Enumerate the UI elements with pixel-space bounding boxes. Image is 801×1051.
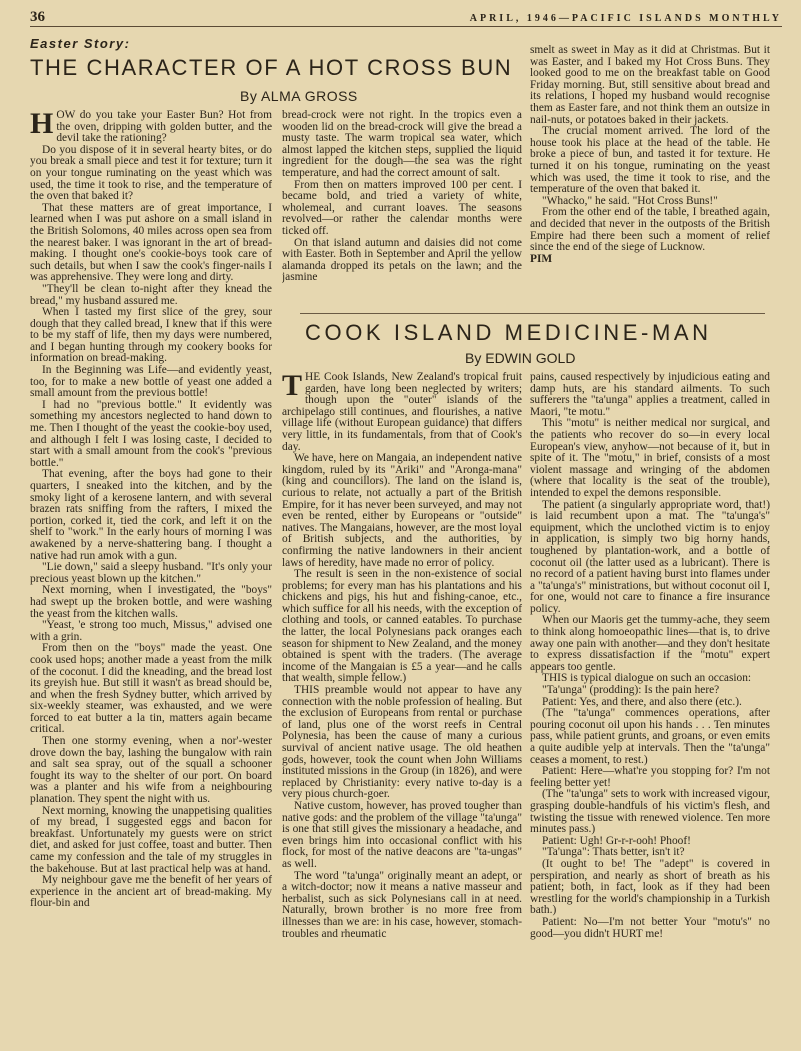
paragraph: When I tasted my first slice of the grey, sour dough that they called bread, I knew that if this were to be my staff of life, then my days were numbered, and I began hunting through my cookery books for information on bread-making. (30, 306, 272, 365)
story2-column-2 (282, 372, 522, 1048)
paragraph: bread-crock were not right. In the tropics even a wooden lid on the bread-crock will give the bread a musty taste. The warm tropical sea water, which almost lapped the kitchen steps, supplied the liquid ingredient for the dough—the sea was the right temperature, and had the correct amount of salt. (282, 110, 522, 179)
paragraph: THIS preamble would not appear to have any connection with the noble profession of healing. But the exclusion of Europeans from rental or purchase of land, plus one of the worst reefs in Central Polynesia, has been the cause of many a curious survival of ancient native usage. The old heathen gods, however, took the count when John Williams instituted missions in the Group (in 1826), and were replaced by Christianity: every native to-day is a very pious church-goer. (282, 684, 522, 801)
paragraph: The result is seen in the non-existence of social problems; for every man has his plantations and his chickens and pigs, his hut and fishing-canoe, etc., which suffice for all his needs, with the exception of clothing and tools, or canned eatables. To purchase the latter, the local Polynesians pack oranges each season for shipment to New Zealand, and the money obtained is spent with the traders. (The average income of the Mangaian is £5 a year—and he calls that wealth, simple fellow.) (282, 568, 522, 685)
story1-column-3 (530, 45, 770, 310)
paragraph: smelt as sweet in May as it did at Christmas. But it was Easter, and I baked my Hot Cross Buns. They looked good to me on the breakfast table on Good Friday morning. But, still sensitive about bread and its relations, I hoped my husband would recognise them as Easter fare, and not think them an outsize in nail-nuts, or potatoes baked in their jackets. (530, 45, 770, 126)
paragraph: Patient: No—I'm not better Your "motu's" no good—you didn't HURT me! (530, 915, 770, 940)
paragraph: From the other end of the table, I breathed again, and decided that never in the outposts of the British Empire had there been such a moment of relief since the end of the siege of Lucknow. (530, 206, 770, 254)
paragraph: (It ought to be! The "adept" is covered in perspiration, and nearly as short of breath as his patient; both, in fact, look as if they had been wrestling for the world's championship in a Turkish bath.) (530, 857, 770, 917)
drop-cap: T (282, 372, 303, 402)
paragraph: In the Beginning was Life—and evidently yeast, too, for to make a new bottle of yeast one added a small amount from the previous bottle! (30, 364, 272, 400)
story2-title: COOK ISLAND MEDICINE-MAN (305, 320, 712, 345)
paragraph: The word "ta'unga" originally meant an adept, or a witch-doctor; now it means a native masseur and herbalist, such as sick Polynesians call in at need. Naturally, brown brother is no more free from illnesses than we are: in his case, however, stomach-troubles and rheumatic (282, 869, 522, 940)
paragraph: We have, here on Mangaia, an independent native kingdom, ruled by its "Ariki" and "Aronga-mana" (king and councillors). The land on the island is, curious to relate, not actually a part of the British Empire, for it has never been surveyed, and may not even be rented, either by Europeans or "outside" natives. The Mangaians, however, are the most loyal of British subjects, and the authorities, by confirming the native landowners in their ancient laws of heredity, have made no error of policy. (282, 452, 522, 569)
paragraph: My neighbour gave me the benefit of her years of experience in the ancient art of bread-making. My flour-bin and (30, 874, 272, 910)
paragraph: That these matters are of great importance, I learned when I was put ashore on a small island in the British Solomons, 40 miles across open sea from the nearest baker. I was ignorant in the art of bread-making. I thought one's cookie-boys took care of such details, but when I saw the cook's finger-nails I was apprehensive. They were long and dirty. (30, 201, 272, 284)
story1-column-1 (30, 110, 272, 1048)
paragraph: The patient (a singularly appropriate word, that!) is laid recumbent upon a mat. The "ta'unga's" equipment, which the unclothed victim is to enjoy in application, is simply two big horny hands, toughened by plantation-work, and a bottle of coconut oil (the latter used as a lubricant). There is no record of a patient having burst into flames under a "ta'unga's" ministrations, but without coconut oil I, for one, would not care to finance a fire insurance policy. (530, 498, 770, 615)
story-label: Easter Story: (30, 36, 131, 51)
paragraph: From then on the "boys" made the yeast. One cook used hops; another made a yeast from the milk of the coconut. I did the kneading, and the bread lost its greyish hue. But still it wasn't as bread should be, and when the fresh Sydney butter, which arrived by six-weekly steamer, was exhausted, and we were forced to eat butter a la tin, matters again became critical. (30, 642, 272, 736)
paragraph: pains, caused respectively by injudicious eating and damp huts, are his standard ailments. To such sufferers the "ta'unga" applies a treatment, called in Maori, "te motu." (530, 372, 770, 418)
paragraph: (The "ta'unga" commences operations, after pouring coconut oil upon his hands . . . Ten minutes pass, while patient grunts, and groans, or even emits a quite audible yelp at intervals. Then the "ta'unga" ceases a moment, to rest.) (530, 707, 770, 766)
paragraph: HE Cook Islands, New Zealand's tropical fruit garden, have long been neglected by writers; though upon the "outer" islands of the archipelago still continues, and flourishes, a native village life (without European guidance) that differs very little, in its fundamentals, from that of Cook's day. (282, 372, 522, 453)
drop-cap: H (30, 110, 54, 140)
running-head (30, 6, 782, 27)
paragraph: "They'll be clean to-night after they knead the bread," my husband assured me. (30, 282, 272, 307)
paragraph: "Ta'unga" (prodding): Is the pain here? (542, 684, 720, 697)
paragraph: The crucial moment arrived. The lord of the house took his place at the head of the table. He broke a piece of bun, and tasted it for texture. He turned it on his tongue, ruminating on the yeast which was used, the time it took to rise, and the temperature of the oven that baked it. (530, 125, 770, 196)
story2-byline: By EDWIN GOLD (465, 350, 576, 366)
story2-column-3 (530, 372, 770, 1048)
paragraph: "Yeast, 'e strong too much, Missus," advised one with a grin. (30, 619, 272, 643)
masthead: APRIL, 1946—PACIFIC ISLANDS MONTHLY (469, 13, 782, 24)
paragraph: I had no "previous bottle." It evidently was something my ancestors neglected to hand down to me. Then I thought of the yeast the cookie-boy used, and although I felt I was losing caste, I decided to start with a small amount from the cook's "previous bottle." (30, 398, 272, 469)
paragraph: "Whacko," he said. "Hot Cross Buns!" (542, 194, 718, 207)
paragraph: When our Maoris get the tummy-ache, they seem to think along homoeopathic lines—that is, to drive away one pain with another—and they don't hesitate to express dissatisfaction if the "motu" expert appears too gentle. (530, 614, 770, 673)
paragraph: Native custom, however, has proved tougher than native gods: and the problem of the village "ta'unga" is one that still gives the missionary a headache, and even brings him into occasional conflict with his flock, for most of the native deacons are "ta-ungas" as well. (282, 799, 522, 870)
paragraph: From then on matters improved 100 per cent. I became bold, and tried a variety of white, wholemeal, and currant loaves. The seasons revolved—or rather the calendar months were ticked off. (282, 178, 522, 237)
author-signature: PIM (530, 252, 553, 265)
paragraph: Next morning, knowing the unappetising qualities of my bread, I suggested eggs and bacon for breakfast. Unfortunately my guests were on strict diet, and asked for just coffee, toast and butter. Then came my confession and the tale of my struggles in the bakehouse. But at last practical help was at hand. (30, 804, 272, 875)
paragraph: OW do you take your Easter Bun? Hot from the oven, dripping with golden butter, and the devil take the rationing? (56, 110, 272, 145)
section-divider (300, 313, 765, 314)
paragraph: THIS is typical dialogue on such an occasion: (542, 672, 752, 685)
paragraph: (The "ta'unga" sets to work with increased vigour, grasping double-handfuls of his victim's flesh, and twisting the tissue with renewed violence. Ten more minutes pass.) (530, 788, 770, 836)
paragraph: Next morning, when I investigated, the "boys" had swept up the broken bottle, and were washing the yeast from the kitchen walls. (30, 584, 272, 620)
paragraph: Then one stormy evening, when a nor'-wester drove down the bay, lashing the bungalow with rain and salt sea spray, out of the squall a schooner fought its way to the shelter of our port. On board was a planter and his wife from a neighbouring planation. They spent the night with us. (30, 735, 272, 806)
paragraph: That evening, after the boys had gone to their quarters, I sneaked into the kitchen, and by the smoky light of a kerosene lantern, and with several brazen rats sniffing from the rafters, I mixed the portion, corked it, tied the cork, and left it on the shelf to "work." In the early hours of morning I was awakened by a nerve-shattering bang. I thought a native had run amok with a gun. (30, 468, 272, 562)
story1-byline: By ALMA GROSS (240, 88, 358, 104)
paragraph: Patient: Ugh! Gr-r-r-ooh! Phoof! (542, 834, 691, 847)
paragraph: Patient: Here—what're you stopping for? I'm not feeling better yet! (530, 765, 770, 789)
paragraph: Do you dispose of it in several hearty bites, or do you break a small piece and test it for texture; turn it on your tongue ruminating on the yeast which was used, the time it took to rise, and the temperature of the oven that baked it? (30, 143, 272, 203)
paragraph: "Lie down," said a sleepy husband. "It's only your precious yeast blown up the kitchen." (30, 561, 272, 585)
paragraph: Patient: Yes, and there, and also there (etc.). (542, 695, 742, 708)
page-number: 36 (30, 9, 45, 25)
paragraph: This "motu" is neither medical nor surgical, and the patients who recover do so—in every local European's view, anyhow—not because of it, but in spite of it. The "motu," in brief, consists of a most violent massage and wringing of the abdomen (where that locality is the seat of the trouble), intended to expel the demons responsible. (530, 417, 770, 499)
story1-column-2 (282, 110, 522, 308)
story1-title: THE CHARACTER OF A HOT CROSS BUN (30, 55, 513, 80)
paragraph: On that island autumn and daisies did not come with Easter. Both in September and April the yellow alamanda dropped its petals on the lawn; and the jasmine (282, 236, 522, 284)
paragraph: "Ta'unga": Thats better, isn't it? (542, 846, 685, 859)
